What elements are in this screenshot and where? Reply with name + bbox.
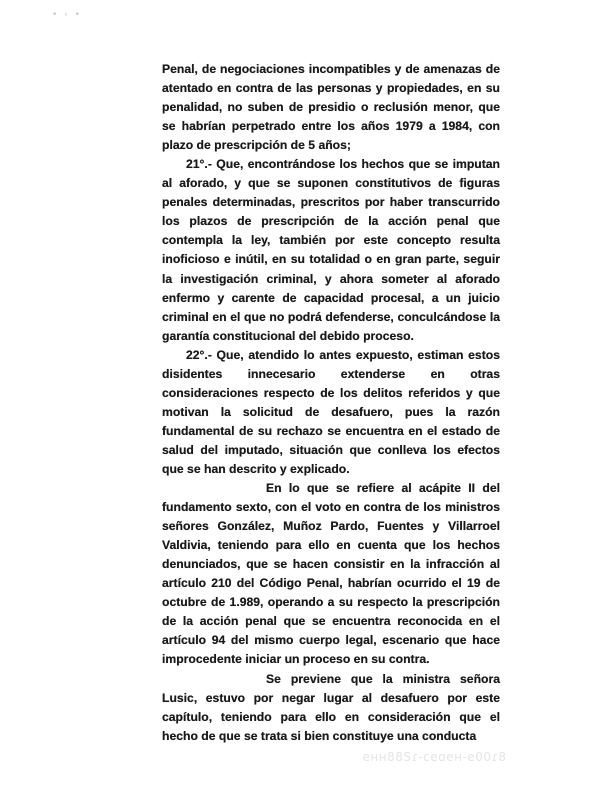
page-corner-mark: • ‹ •	[52, 10, 82, 20]
paragraph-continuation: Penal, de negociaciones incompatibles y de amenazas de atentado en contra de las personas y propiedades, en su penalidad, no suben de presidio o reclusión menor, que se habrían perpetrado entre los años 1979 a 1984, con plazo de prescripción de 5 años;	[162, 62, 500, 153]
paragraph-21: 21°.- Que, encontrándose los hechos que se imputan al aforado, y que se suponen constitutivos de figuras penales determinadas, prescritos por haber transcurrido los plazos de prescripción de la acción penal que contempla la ley, también por este concepto resulta inoficioso e inútil, en su totalidad o en gran parte, seguir la investigación criminal, y ahora someter al aforado enfermo y carente de capacidad procesal, a un juicio criminal en el que no podrá defenderse, conculcándose la garantía constitucional del debido proceso.	[162, 157, 500, 343]
paragraph-acapite-ii: En lo que se refiere al acápite II del fundamento sexto, con el voto en contra de los ministros señores González, Muñoz Pardo, Fuentes y Villarroel Valdivia, teniendo para ello en cuenta que los hechos denunciados, que se hacen consistir en la infracción al artículo 210 del Código Penal, habrían ocurrido el 19 de octubre de 1.989, operando a su respecto la prescripción de la acción penal que se encuentra reconocida en el artículo 94 del mismo cuerpo legal, escenario que hace improcedente iniciar un proceso en su contra.	[162, 481, 500, 667]
bleed-through-stamp: 8ɿ00ɘ-ʜɘɒɘɔ-ɿƧ88ʜʜɘ	[362, 750, 506, 764]
document-body	[162, 60, 500, 746]
paragraph-22: 22°.- Que, atendido lo antes expuesto, estiman estos disidentes innecesario extenderse en otras consideraciones respecto de los delitos referidos y que motivan la solicitud de desafuero, pues la razón fundamental de su rechazo se encuentra en el estado de salud del imputado, situación que conlleva los efectos que se han descrito y explicado.	[162, 347, 500, 476]
paragraph-prevencion: Se previene que la ministra señora Lusic, estuvo por negar lugar al desafuero por este capítulo, teniendo para ello en consideración que el hecho de que se trata si bien constituye una conducta	[162, 671, 500, 743]
